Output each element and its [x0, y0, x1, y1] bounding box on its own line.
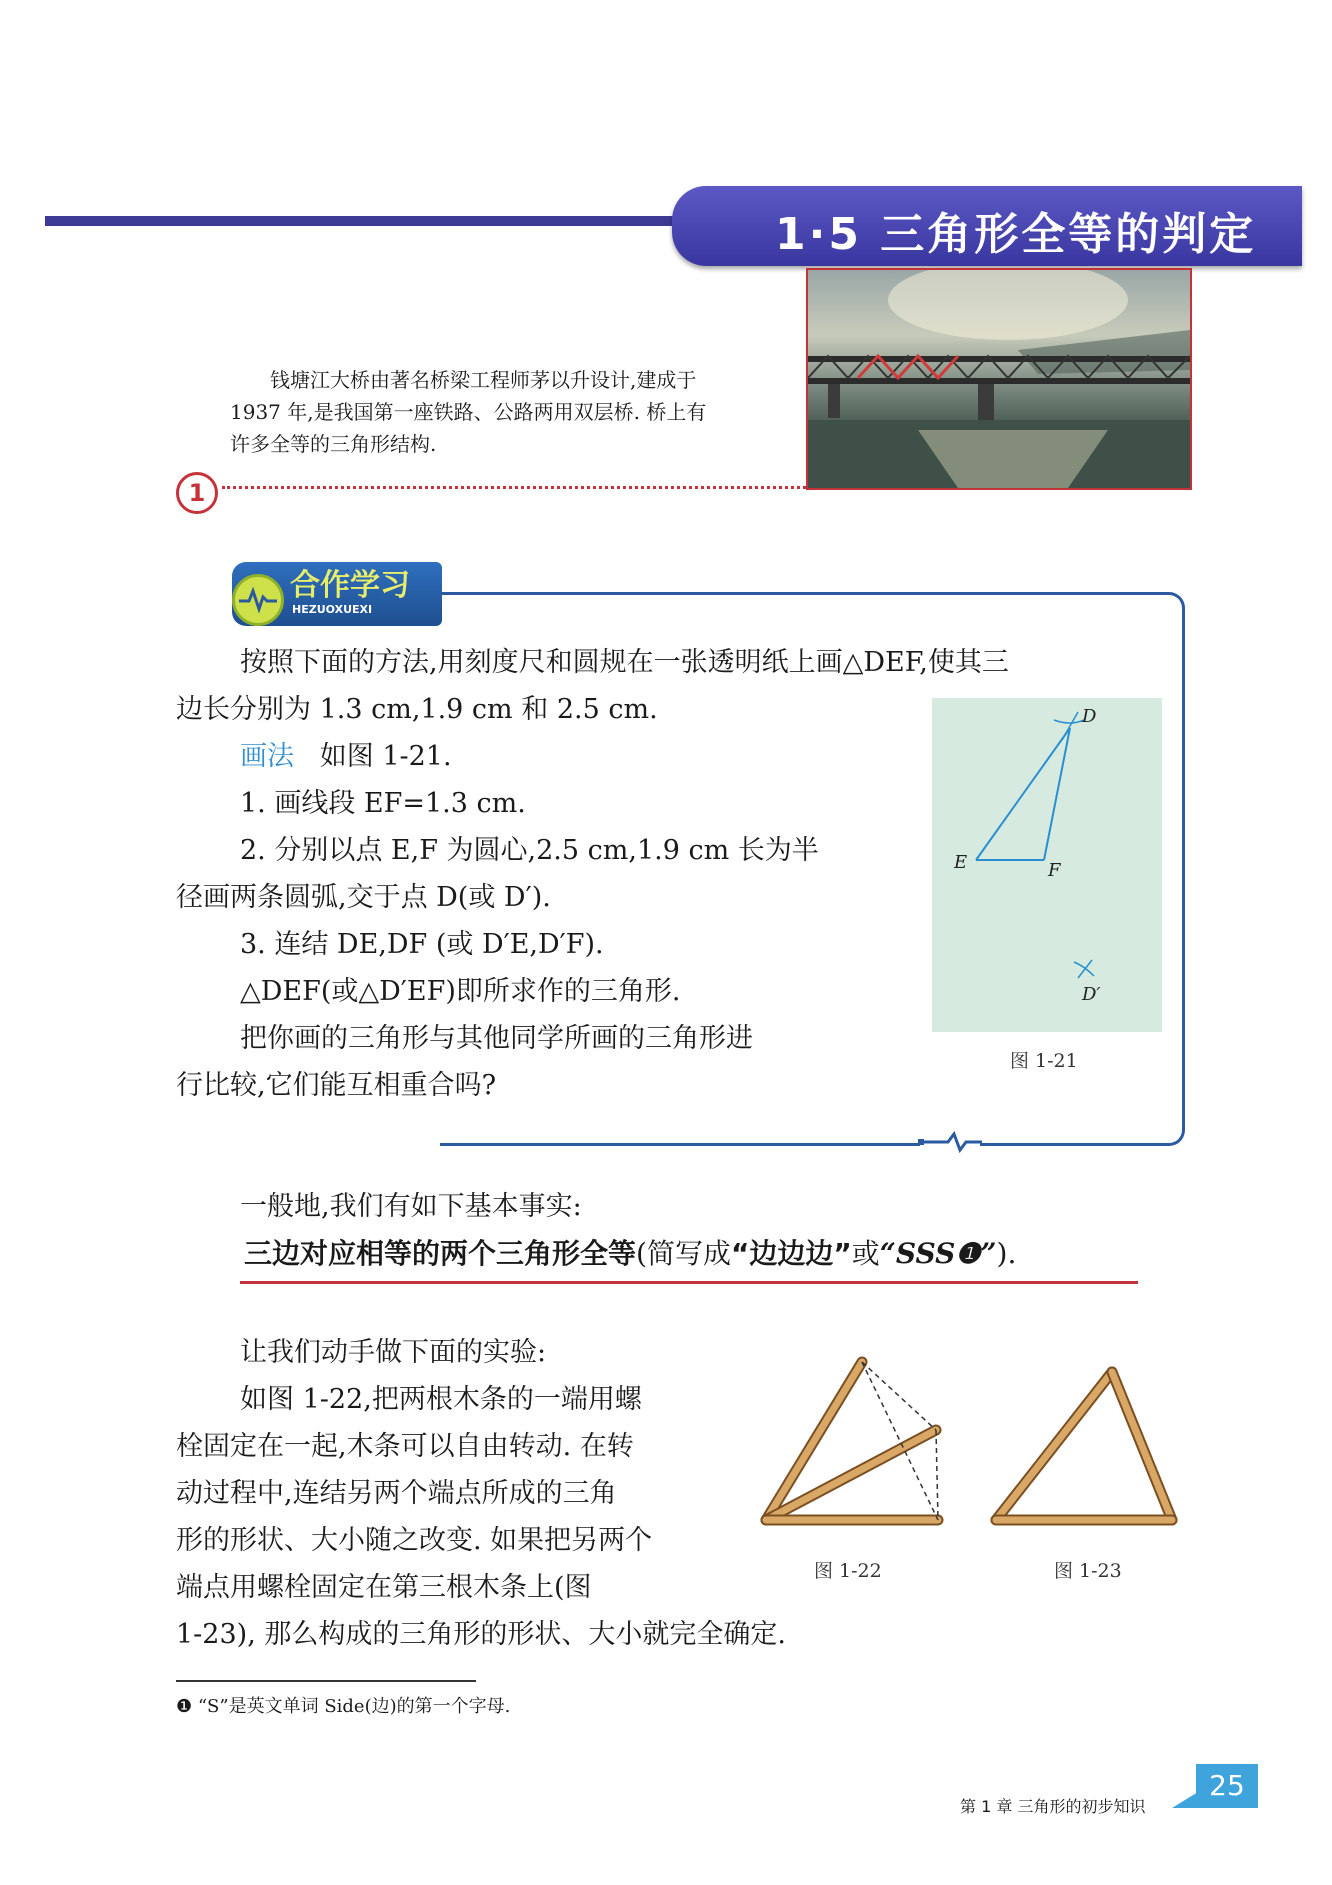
step-2: 2. 分别以点 E,F 为圆心,2.5 cm,1.9 cm 长为半 [240, 835, 819, 866]
header-rule [45, 216, 685, 226]
experiment-intro: 让我们动手做下面的实验: [240, 1337, 547, 1368]
experiment-line: 动过程中,连结另两个端点所成的三角 [176, 1478, 617, 1509]
method-row [240, 734, 452, 773]
coop-intro-line: 边长分别为 1.3 cm,1.9 cm 和 2.5 cm. [176, 694, 658, 725]
theorem-name: “边边边” [730, 1237, 852, 1270]
page-number-tab [1172, 1792, 1198, 1808]
figure-1-23 [986, 1350, 1186, 1540]
frame-squiggle [918, 1130, 982, 1156]
figure-1-21-caption: 图 1-21 [1010, 1050, 1078, 1072]
experiment-line: 端点用螺栓固定在第三根木条上(图 [176, 1572, 592, 1603]
bridge-photo [806, 268, 1192, 490]
bridge-caption [230, 364, 770, 460]
page-number: 25 [1196, 1764, 1258, 1808]
step-3: 3. 连结 DE,DF (或 D′E,D′F). [240, 929, 604, 960]
pulse-icon [232, 574, 284, 626]
theorem-underline [240, 1281, 1138, 1284]
coop-question: 把你画的三角形与其他同学所画的三角形进 [240, 1023, 753, 1054]
figure-1-23-caption: 图 1-23 [1054, 1560, 1122, 1582]
label-f: F [1048, 860, 1061, 881]
figure-1-22 [756, 1350, 956, 1540]
theorem-note [636, 1237, 1016, 1270]
step-2-cont: 径画两条圆弧,交于点 D(或 D′). [176, 882, 551, 913]
method-label: 画法 [240, 741, 294, 772]
dotted-divider [222, 486, 806, 489]
experiment-line: 1-23), 那么构成的三角形的形状、大小就完全确定. [176, 1619, 786, 1650]
note-close: ). [996, 1237, 1017, 1270]
experiment-line: 栓固定在一起,木条可以自由转动. 在转 [176, 1431, 634, 1462]
method-ref: 如图 1-21. [319, 741, 452, 772]
experiment-line: 形的形状、大小随之改变. 如果把另两个 [176, 1525, 653, 1556]
coop-title: 合作学习 [290, 568, 410, 603]
step-1: 1. 画线段 EF=1.3 cm. [240, 788, 526, 819]
coop-question-cont: 行比较,它们能互相重合吗? [176, 1070, 497, 1101]
footer-chapter: 第 1 章 三角形的初步知识 [960, 1797, 1146, 1816]
experiment-line: 如图 1-22,把两根木条的一端用螺 [240, 1384, 642, 1415]
label-d-prime: D′ [1082, 984, 1101, 1005]
coop-subtitle: HEZUOXUEXI [292, 603, 373, 616]
theorem-sss: “SSS❶” [879, 1237, 997, 1270]
general-fact: 一般地,我们有如下基本事实: [240, 1191, 582, 1222]
caption-line: 许多全等的三角形结构. [230, 432, 437, 456]
footnote: ❶ “S”是英文单词 Side(边)的第一个字母. [176, 1696, 511, 1717]
sss-theorem [244, 1232, 1016, 1272]
caption-line: 钱塘江大桥由著名桥梁工程师茅以升设计,建成于 [270, 368, 697, 392]
theorem-main: 三边对应相等的两个三角形全等 [244, 1237, 637, 1270]
coop-intro-line: 按照下面的方法,用刻度尺和圆规在一张透明纸上画△DEF,使其三 [240, 647, 1009, 678]
section-marker: 1 [176, 472, 218, 514]
label-d: D [1082, 706, 1097, 727]
caption-line: 1937 年,是我国第一座铁路、公路两用双层桥. 桥上有 [230, 400, 707, 424]
figure-1-22-caption: 图 1-22 [814, 1560, 882, 1582]
figure-1-21 [932, 698, 1162, 1032]
construction-result: △DEF(或△D′EF)即所求作的三角形. [240, 976, 681, 1007]
section-title: 1·5 三角形全等的判定 [775, 209, 1257, 260]
label-e: E [954, 852, 968, 873]
footnote-rule [176, 1680, 476, 1682]
note-open: (简写成 [636, 1237, 731, 1270]
note-mid: 或 [851, 1237, 880, 1270]
